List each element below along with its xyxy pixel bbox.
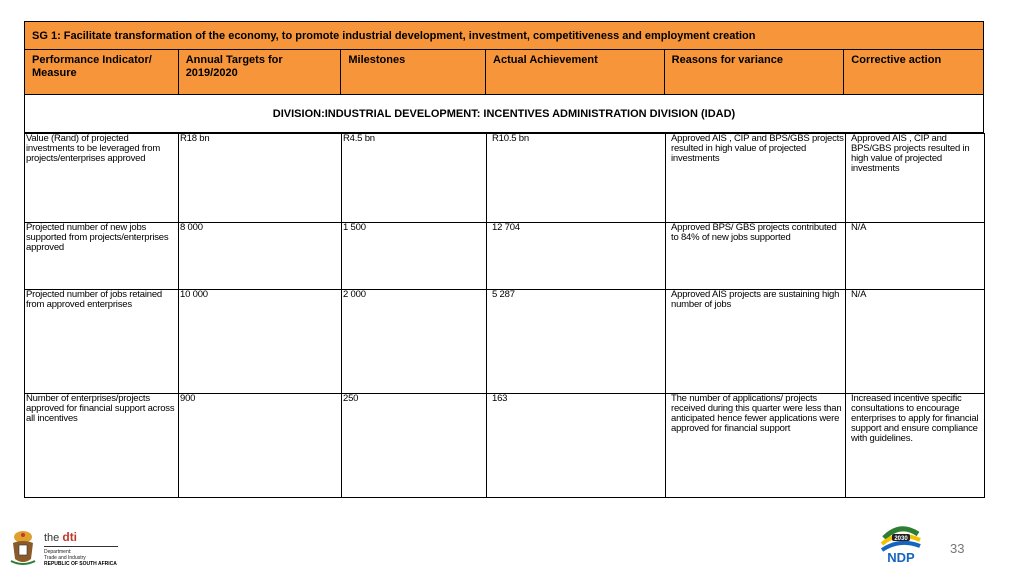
cell-indicator: Number of enterprises/projects approved for financial support across all incentives: [25, 394, 179, 498]
table-header: [24, 21, 984, 95]
data-table: [24, 133, 985, 498]
logo-trade: Trade and Industry: [44, 554, 86, 561]
coat-of-arms-icon: [8, 529, 38, 567]
logo-divider: [44, 546, 118, 547]
dti-logo: [8, 528, 118, 568]
cell-target: 8 000: [179, 223, 342, 290]
logo-rsa: REPUBLIC OF SOUTH AFRICA: [44, 560, 117, 567]
cell-indicator: Value (Rand) of projected investments to be leveraged from projects/enterprises approved: [25, 134, 179, 223]
table-row: [25, 134, 985, 223]
cell-indicator: Projected number of new jobs supported from projects/enterprises approved: [25, 223, 179, 290]
cell-actual: 12 704: [487, 223, 666, 290]
col-target: Annual Targets for 2019/2020: [179, 50, 342, 94]
cell-target: 900: [179, 394, 342, 498]
cell-milestone: R4.5 bn: [342, 134, 487, 223]
cell-corrective: N/A: [846, 223, 985, 290]
division-title: DIVISION:INDUSTRIAL DEVELOPMENT: INCENTIVES ADMINISTRATION DIVISION (IDAD): [24, 95, 984, 133]
table-row: [25, 223, 985, 290]
cell-reason: The number of applications/ projects received during this quarter were less than anticipated hence fewer applications were approved for financial support: [666, 394, 846, 498]
col-corrective: Corrective action: [851, 54, 942, 66]
ndp-year: 2030: [894, 536, 908, 542]
logo-dti: dti: [62, 529, 78, 544]
ndp-2030-logo-icon: [878, 524, 924, 564]
logo-the: the: [44, 531, 60, 544]
sg-title: SG 1: Facilitate transformation of the economy, to promote industrial development, investment, competitiveness and employment creation: [25, 22, 983, 50]
cell-milestone: 1 500: [342, 223, 487, 290]
cell-target: 10 000: [179, 290, 342, 394]
cell-milestone: 2 000: [342, 290, 487, 394]
table-row: [25, 394, 985, 498]
cell-corrective: N/A: [846, 290, 985, 394]
ndp-text: NDP: [887, 550, 915, 564]
cell-corrective: Increased incentive specific consultations to encourage enterprises to apply for financial support and ensure compliance with guidelines.: [846, 394, 985, 498]
cell-actual: 5 287: [487, 290, 666, 394]
column-headers: [25, 50, 983, 94]
col-milestones: Milestones: [341, 50, 486, 94]
cell-actual: 163: [487, 394, 666, 498]
cell-reason: Approved BPS/ GBS projects contributed to 84% of new jobs supported: [666, 223, 846, 290]
col-actual: Actual Achievement: [486, 50, 665, 94]
performance-table: [24, 21, 984, 498]
col-reasons: Reasons for variance: [665, 50, 845, 94]
cell-reason: Approved AIS , CIP and BPS/GBS projects resulted in high value of projected investments: [666, 134, 846, 223]
cell-target: R18 bn: [179, 134, 342, 223]
col-indicator: Performance Indicator/ Measure: [25, 50, 179, 94]
page-number: 33: [950, 541, 965, 556]
cell-milestone: 250: [342, 394, 487, 498]
cell-reason: Approved AIS projects are sustaining high number of jobs: [666, 290, 846, 394]
cell-corrective: Approved AIS , CIP and BPS/GBS projects resulted in high value of projected investments: [846, 134, 985, 223]
table-row: [25, 290, 985, 394]
logo-dept: Department:: [44, 548, 72, 555]
cell-actual: R10.5 bn: [487, 134, 666, 223]
cell-indicator: Projected number of jobs retained from approved enterprises: [25, 290, 179, 394]
